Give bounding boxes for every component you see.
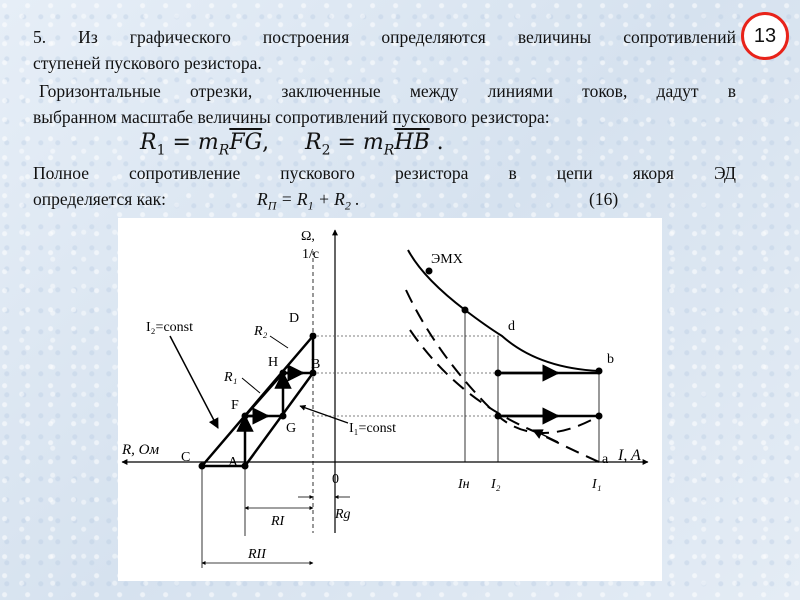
formula-rp-end: . — [350, 189, 360, 209]
formula-r1-tail: , — [262, 130, 270, 155]
point-I2-upper — [495, 370, 502, 377]
label-b-lower: b — [607, 352, 614, 367]
formula-rp-rest: = R — [276, 189, 308, 209]
formula-r2-sub: 2 — [321, 142, 331, 159]
paragraph-3-prefix: определяется как: — [33, 189, 167, 209]
i2const-leader — [170, 336, 218, 428]
paragraph-3 — [33, 160, 736, 212]
b-to-d — [502, 336, 599, 371]
y-axis-label-2: 1/c — [302, 247, 320, 262]
label-i1const: I₁=const — [349, 421, 396, 436]
label-I1: I₁ — [592, 477, 602, 492]
label-In: Iн — [458, 477, 470, 492]
label-Rg: Rg — [335, 507, 351, 522]
paragraph-1-line-2: ступеней пускового резистора. — [33, 53, 262, 73]
label-R2: R₂ — [254, 324, 268, 339]
point-H — [280, 370, 287, 377]
paragraph-1 — [33, 24, 736, 76]
starting-resistor-diagram — [118, 218, 662, 581]
label-R1: R₁ — [224, 370, 238, 385]
paragraph-2-line-1: Горизонтальные отрезки, заключенные между линиями токов, дадут в — [39, 81, 736, 101]
origin-label: 0 — [332, 472, 339, 487]
point-F — [242, 413, 249, 420]
formula-r1 — [140, 130, 269, 158]
equation-number: (16) — [589, 189, 619, 209]
paragraph-3-line-2 — [33, 186, 736, 212]
formula-rp-r2sub: 2 — [344, 198, 351, 213]
dashed-characteristic-2 — [410, 330, 599, 462]
point-D — [310, 333, 317, 340]
formula-rp-plus: + R — [313, 189, 345, 209]
formula-r1-segment: $\overline{FG}$ — [229, 130, 263, 155]
formula-r1-eq: = m — [165, 130, 219, 155]
formula-r2-msub: R — [383, 142, 395, 159]
left-axis-label: R, Ом — [122, 442, 160, 458]
formula-r1-lhs: R — [140, 130, 157, 155]
y-axis-label-1: Ω, — [301, 229, 315, 244]
paragraph-2-line-2: выбранном масштабе величины сопротивлений пускового резистора: — [33, 107, 550, 127]
R1-leader — [242, 378, 260, 393]
label-a-lower: a — [602, 452, 609, 467]
formula-r1-msub: R — [218, 142, 230, 159]
dashed-characteristic-1 — [406, 290, 599, 433]
label-G: G — [286, 421, 297, 436]
line-A-B — [245, 373, 313, 466]
formula-r2-tail: . — [429, 130, 444, 155]
R2-leader — [270, 336, 288, 348]
paragraph-1-line-1: 5. Из графического построения определяются величины сопротивлений — [33, 27, 736, 47]
point-b-lower — [596, 368, 603, 375]
label-C: C — [181, 450, 191, 465]
label-d-lower: d — [508, 319, 515, 334]
point-A — [242, 463, 249, 470]
line-F-H — [245, 373, 283, 416]
formula-r1-sub: 1 — [156, 142, 166, 159]
i1const-leader — [300, 406, 348, 423]
label-D: D — [289, 311, 300, 326]
emx-curve — [408, 250, 599, 371]
point-emx — [426, 268, 433, 275]
paragraph-3-line-1: Полное сопротивление пускового резистора в цепи якоря ЭД — [33, 163, 736, 183]
slide-number: 13 — [753, 24, 777, 47]
point-d-lower — [462, 307, 469, 314]
formula-rp-sub: П — [267, 198, 277, 213]
label-F: F — [231, 398, 239, 413]
formula-r2-segment: $\overline{HB}$ — [394, 130, 430, 155]
total-resistance-formula — [257, 186, 360, 219]
x-axis-label: I, A — [618, 447, 641, 464]
label-H: H — [268, 355, 279, 370]
label-A: A — [228, 455, 239, 470]
label-RII: RII — [248, 547, 266, 562]
formula-r2 — [305, 130, 444, 158]
label-B: B — [311, 357, 321, 372]
formula-rp-r1sub: 1 — [307, 198, 314, 213]
point-I1-lower — [596, 413, 603, 420]
paragraph-2 — [33, 78, 736, 130]
arrow-on-dashed — [533, 430, 558, 442]
formula-rp: R — [257, 189, 268, 209]
label-i2const: I₂=const — [146, 320, 193, 335]
label-I2: I₂ — [491, 477, 501, 492]
point-I2-lower — [495, 413, 502, 420]
emx-label: ЭМХ — [431, 252, 463, 267]
point-C — [199, 463, 206, 470]
formula-r2-lhs: R — [305, 130, 322, 155]
label-RI: RI — [271, 514, 285, 529]
diagram-svg — [118, 218, 662, 581]
formula-r2-eq: = m — [330, 130, 384, 155]
point-G — [280, 413, 287, 420]
slide-number-badge — [741, 12, 789, 60]
